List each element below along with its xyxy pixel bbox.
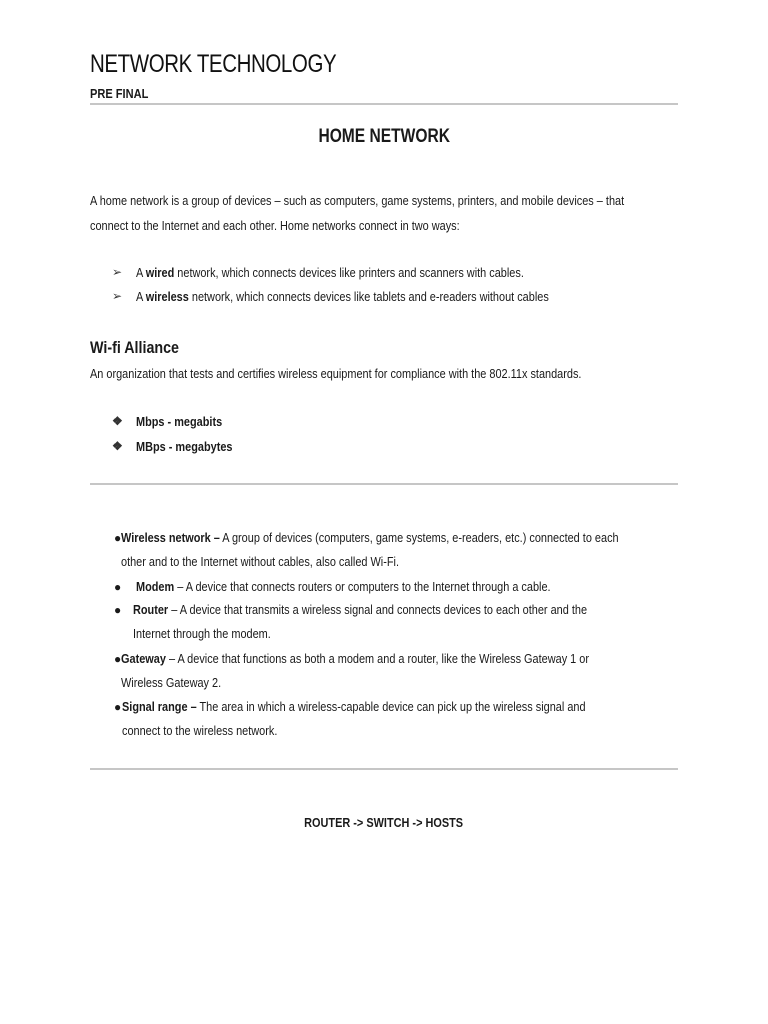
list-item-mbps: ❖ Mbps - megabits [112,414,223,429]
header-divider [90,103,678,105]
dot-bullet-icon: ● [114,580,122,594]
section-divider [90,768,678,770]
term-item-signal-range: ● Signal range – The area in which a wireless-capable device can pick up the wireless signal and connect to the wireless network. [114,699,674,747]
intro-paragraph-line-2: connect to the Internet and each other. Home networks connect in two ways: [90,218,460,233]
diamond-bullet-icon: ❖ [112,414,123,428]
arrow-bullet-icon: ➢ [112,289,123,303]
dot-bullet-icon: ● [114,531,122,545]
diamond-bullet-icon: ❖ [112,439,123,453]
section-divider [90,483,678,485]
term-item-router: ● Router – A device that transmits a wireless signal and connects devices to each other and the Internet through the modem. [114,602,674,650]
dot-bullet-icon: ● [114,652,122,666]
document-title: NETWORK TECHNOLOGY [90,50,337,78]
term-item-wireless-network: ● Wireless network – A group of devices (computers, game systems, e-readers, etc.) connected to each other and to the Internet without cables, also called Wi-Fi. [114,530,674,578]
wifi-alliance-definition: An organization that tests and certifies wireless equipment for compliance with the 802.11x standards. [90,366,582,381]
dot-bullet-icon: ● [114,700,122,714]
list-item-mbps-bytes: ❖ MBps - megabytes [112,439,233,454]
term-item-modem: ● Modem – A device that connects routers or computers to the Internet through a cable. [114,579,674,603]
network-chain-text: ROUTER -> SWITCH -> HOSTS [304,815,464,830]
section-heading-home-network: HOME NETWORK [318,126,450,147]
list-item-wired: ➢ A wired network, which connects devices like printers and scanners with cables. [112,265,524,280]
dot-bullet-icon: ● [114,603,122,617]
intro-paragraph-line-1: A home network is a group of devices – such as computers, game systems, printers, and mobile devices – that [90,193,625,208]
term-item-gateway: ● Gateway – A device that functions as both a modem and a router, like the Wireless Gateway 1 or Wireless Gateway 2. [114,651,674,699]
section-heading-wifi-alliance: Wi-fi Alliance [90,338,180,357]
arrow-bullet-icon: ➢ [112,265,123,279]
document-subtitle: PRE FINAL [90,86,149,101]
list-item-wireless: ➢ A wireless network, which connects devices like tablets and e-readers without cables [112,289,549,304]
